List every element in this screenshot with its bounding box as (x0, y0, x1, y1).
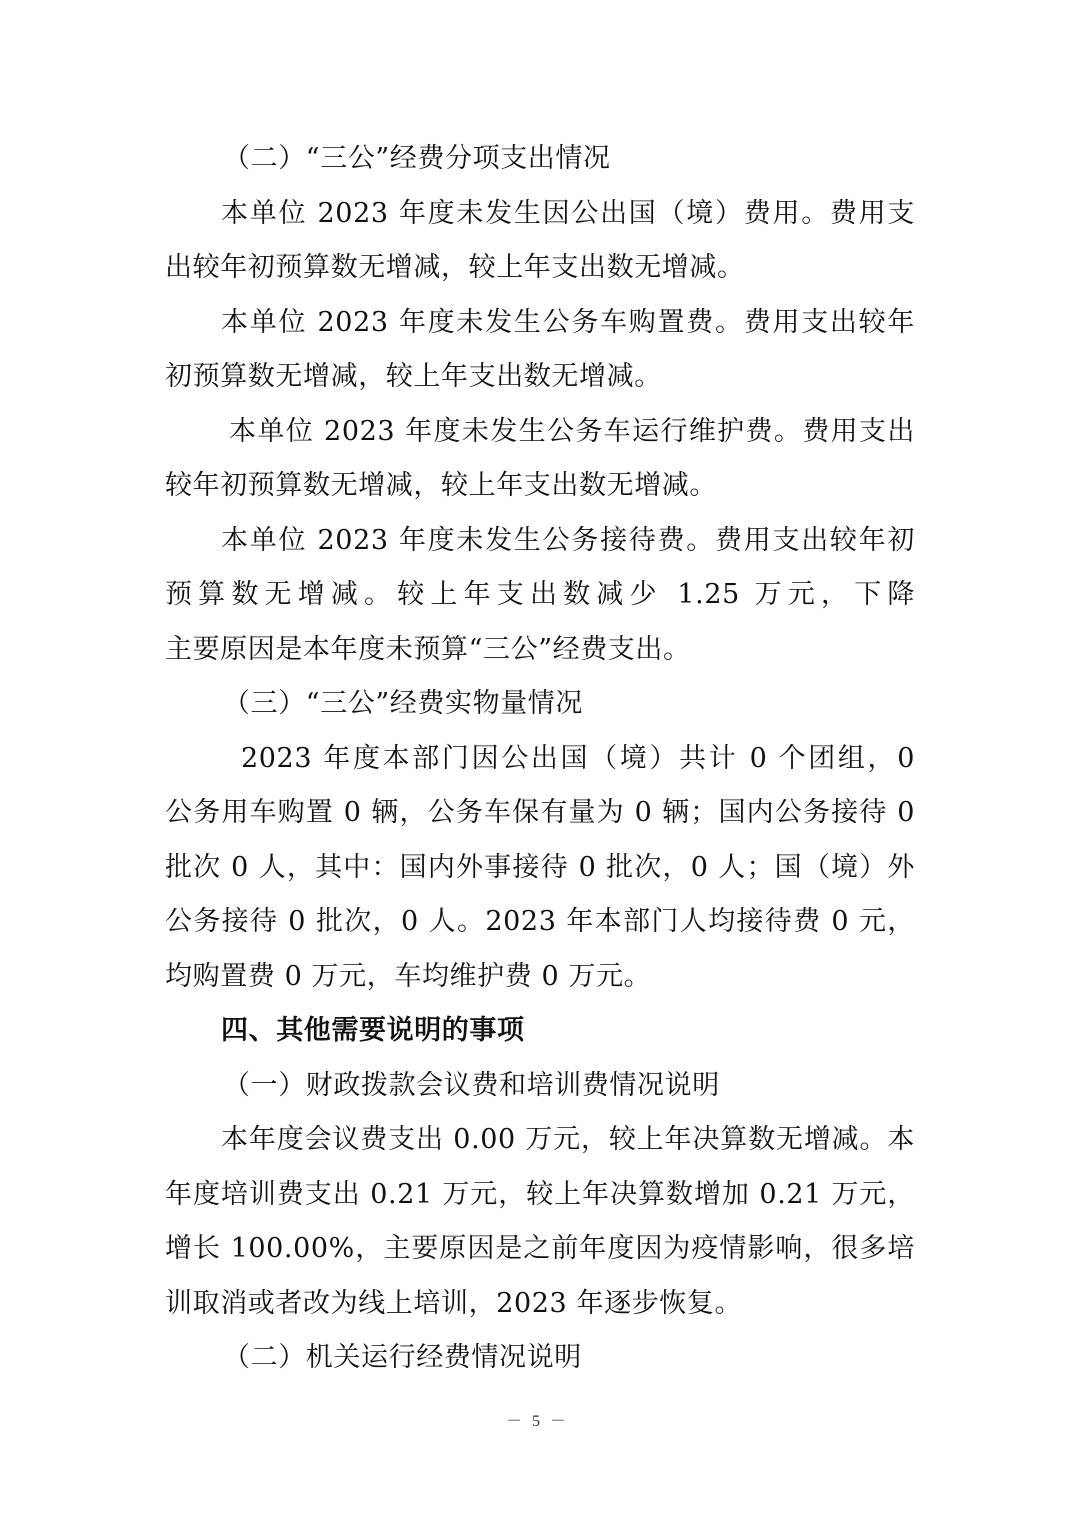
paragraph-line: 本单位 2023 年度未发生公务车购置费。费用支出较年 (221, 306, 915, 338)
paragraph-line: 公务接待 0 批次，0 人。2023 年本部门人均接待费 0 元， (165, 906, 915, 937)
paragraph-line: 本单位 2023 年度未发生公务接待费。费用支出较年初 (221, 524, 915, 556)
paragraph-line: 均购置费 0 万元，车均维护费 0 万元。 (165, 960, 652, 992)
paragraph-line: 2023 年度本部门因公出国（境）共计 0 个团组，0 (241, 742, 915, 774)
paragraph-line: 年度培训费支出 0.21 万元，较上年决算数增加 0.21 万元， (165, 1178, 915, 1210)
subheading-agency-operating-costs: （二）机关运行经费情况说明 (223, 1342, 582, 1373)
paragraph-line: 训取消或者改为线上培训，2023 年逐步恢复。 (165, 1287, 743, 1319)
subheading-meeting-training: （一）财政拨款会议费和培训费情况说明 (223, 1069, 720, 1101)
subheading-three-public-physical: （三）“三公”经费实物量情况 (223, 688, 584, 719)
paragraph-line: 本单位 2023 年度未发生因公出国（境）费用。费用支 (221, 197, 915, 229)
paragraph-line: 初预算数无增减，较上年支出数无增减。 (165, 361, 662, 392)
paragraph-line: 主要原因是本年度未预算“三公”经费支出。 (165, 633, 691, 665)
page-number: － 5 － (505, 1413, 569, 1430)
paragraph-line: 出较年初预算数无增减，较上年支出数无增减。 (165, 252, 745, 283)
paragraph-line: 批次 0 人，其中：国内外事接待 0 批次，0 人；国（境）外 (165, 851, 915, 883)
paragraph-line: 增长 100.00%，主要原因是之前年度因为疫情影响，很多培 (165, 1233, 915, 1264)
document-body (165, 132, 915, 1386)
paragraph-line: 本年度会议费支出 0.00 万元，较上年决算数无增减。本 (221, 1124, 915, 1155)
paragraph-line: 本单位 2023 年度未发生公务车运行维护费。费用支出 (229, 415, 915, 447)
paragraph-line: 较年初预算数无增减，较上年支出数无增减。 (165, 470, 717, 501)
paragraph-line: 预算数无增减。较上年支出数减少 1.25 万元，下降 (165, 579, 915, 610)
section-heading-other-matters: 四、其他需要说明的事项 (221, 1015, 525, 1046)
paragraph-line: 公务用车购置 0 辆，公务车保有量为 0 辆；国内公务接待 0 (165, 797, 915, 828)
subheading-three-public-breakdown: （二）“三公”经费分项支出情况 (223, 143, 611, 174)
